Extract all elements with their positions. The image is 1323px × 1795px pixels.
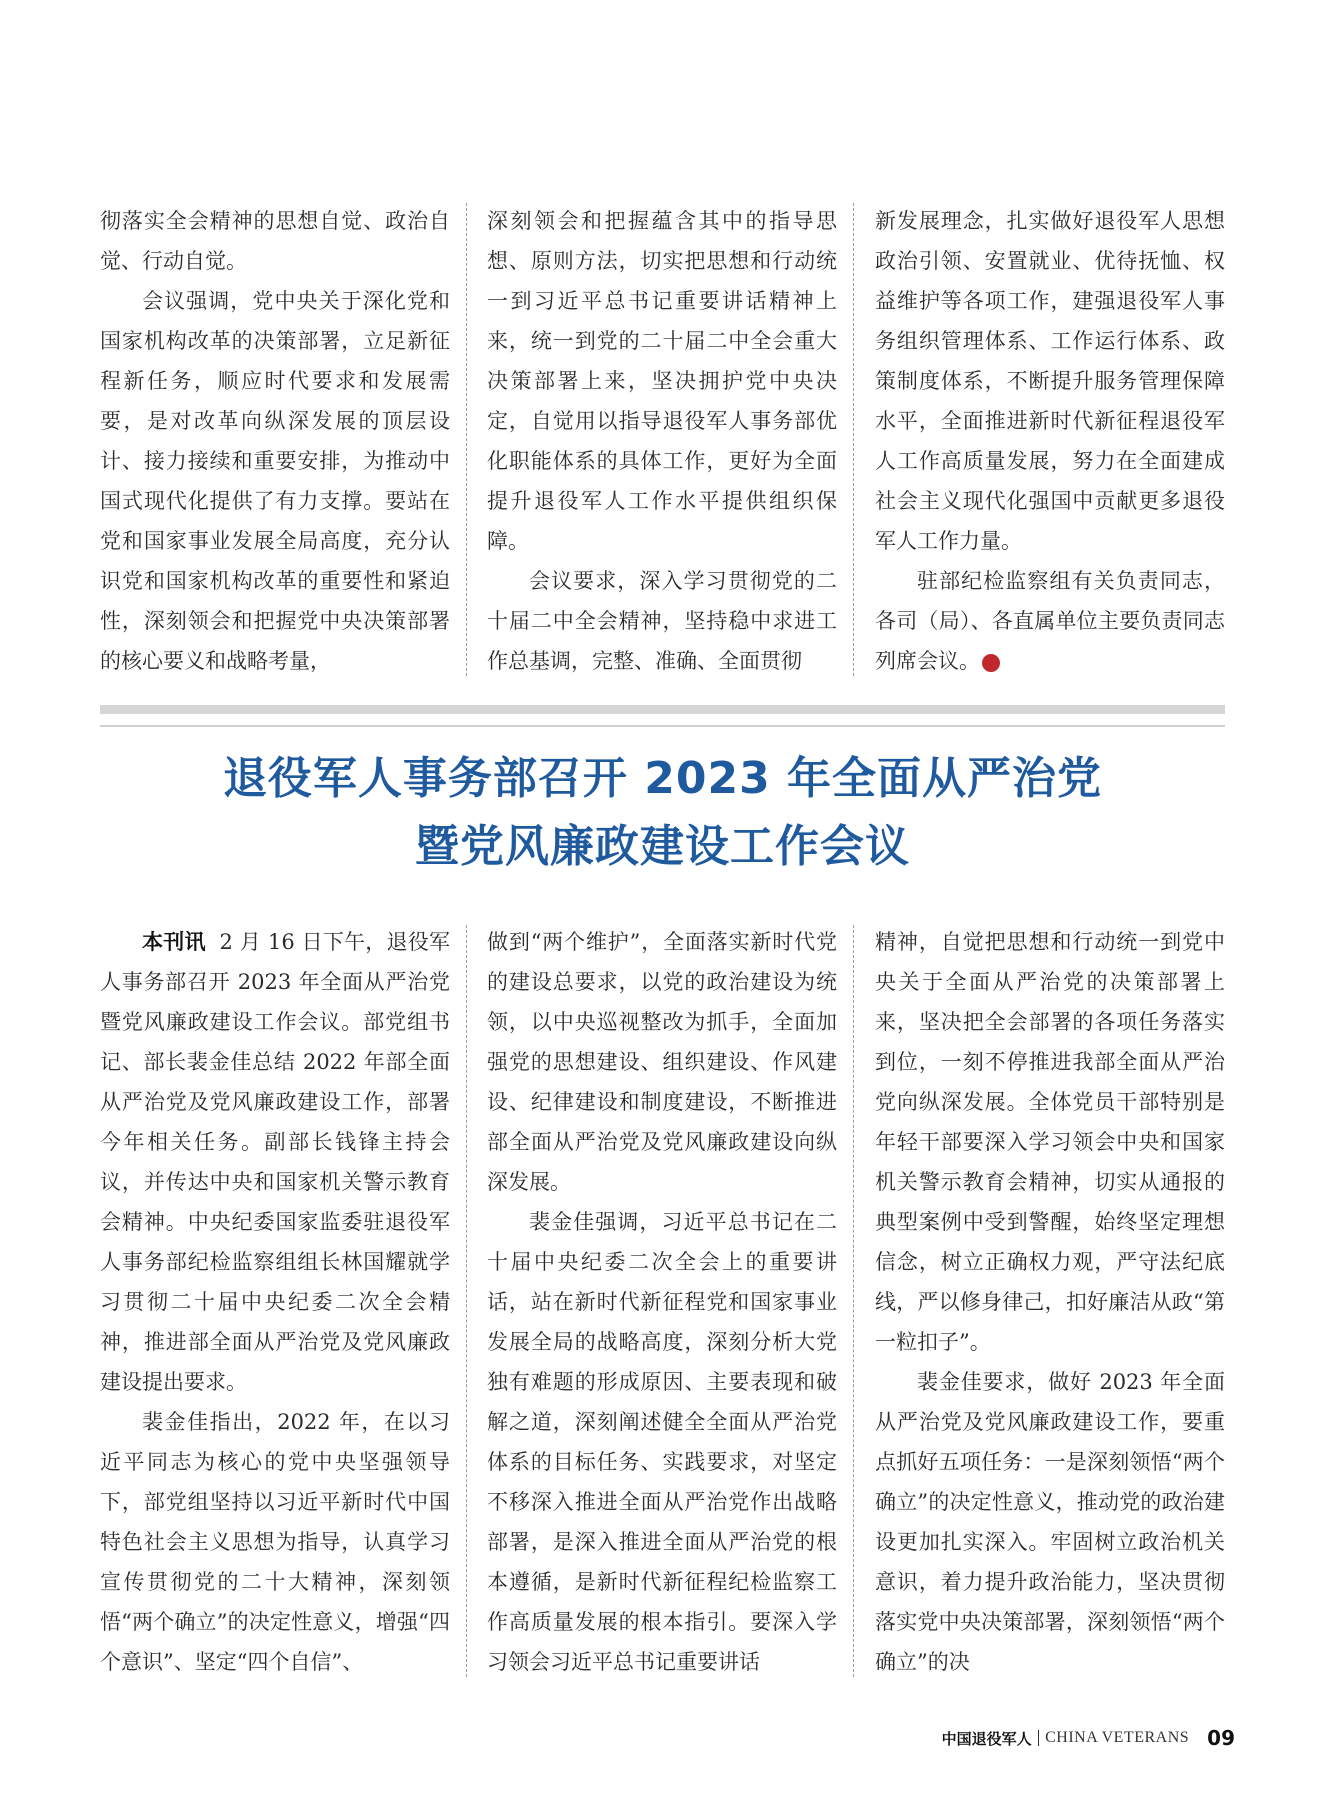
paragraph: 裴金佳强调，习近平总书记在二十届中央纪委二次全会上的重要讲话，站在新时代新征程党和国家事业发展全局的战略高度，深刻分析大党独有难题的形成原因、主要表现和破解之道，深刻阐述健全全面从严治党体系的目标任务、实践要求，对坚定不移深入推进全面从严治党作出战略部署，是深入推进全面从严治党的根本遵循，是新时代新征程纪检监察工作高质量发展的根本指引。要深入学习领会习近平总书记重要讲话	[487, 1210, 837, 1674]
column-divider	[853, 203, 854, 676]
section-rule-thin	[100, 725, 1225, 727]
lead-text: 2 月 16 日下午，退役军人事务部召开 2023 年全面从严治党暨党风廉政建设工作会议。部党组书记、部长裴金佳总结 2022 年部全面从严治党及党风廉政建设工作，部署今年相关任务。副部长钱锋主持会议，并传达中央和国家机关警示教育会精神。中央纪委国家监委驻退役军人事务部纪检监察组组长林国耀就学习贯彻二十届中央纪委二次全会精神，推进部全面从严治党及党风廉政建设提出要求。	[100, 930, 451, 1394]
paragraph-text: 驻部纪检监察组有关负责同志，各司（局）、各直属单位主要负责同志列席会议。	[875, 569, 1225, 673]
end-mark-icon: V	[982, 654, 1000, 672]
paragraph: 做到“两个维护”，全面落实新时代党的建设总要求，以党的政治建设为统领，以中央巡视整改为抓手，全面加强党的思想建设、组织建设、作风建设、纪律建设和制度建设，不断推进部全面从严治党及党风廉政建设向纵深发展。	[487, 930, 837, 1194]
magazine-name-en: CHINA VETERANS	[1045, 1729, 1190, 1746]
magazine-name-cn: 中国退役军人	[941, 1729, 1032, 1748]
paragraph: 彻落实全会精神的思想自觉、政治自觉、行动自觉。	[100, 209, 450, 273]
headline-line-2: 暨党风廉政建设工作会议	[415, 821, 910, 872]
article-column-1	[100, 922, 450, 1682]
column-divider	[466, 925, 467, 1677]
page-footer	[942, 1724, 1235, 1752]
paragraph: 会议要求，深入学习贯彻党的二十届二中全会精神，坚持稳中求进工作总基调，完整、准确、全面贯彻	[487, 569, 837, 673]
section-rule-thick	[100, 705, 1225, 714]
column-divider	[466, 203, 467, 676]
column-divider	[853, 925, 854, 1677]
headline-line-1: 退役军人事务部召开 2023 年全面从严治党	[222, 753, 1103, 804]
paragraph: 裴金佳要求，做好 2023 年全面从严治党及党风廉政建设工作，要重点抓好五项任务：一是深刻领悟“两个确立”的决定性意义，推动党的政治建设更加扎实深入。牢固树立政治机关意识，着力提升政治能力，坚决贯彻落实党中央决策部署，深刻领悟“两个确立”的决	[875, 1370, 1225, 1674]
top-column-2	[487, 201, 837, 681]
paragraph: 会议强调，党中央关于深化党和国家机构改革的决策部署，立足新征程新任务，顺应时代要求和发展需要，是对改革向纵深发展的顶层设计、接力接续和重要安排，为推动中国式现代化提供了有力支撑。要站在党和国家事业发展全局高度，充分认识党和国家机构改革的重要性和紧迫性，深刻领会和把握党中央决策部署的核心要义和战略考量，	[100, 289, 450, 673]
paragraph: 精神，自觉把思想和行动统一到党中央关于全面从严治党的决策部署上来，坚决把全会部署的各项任务落实到位，一刻不停推进我部全面从严治党向纵深发展。全体党员干部特别是年轻干部要深入学习领会中央和国家机关警示教育会精神，切实从通报的典型案例中受到警醒，始终坚定理想信念，树立正确权力观，严守法纪底线，严以修身律己，扣好廉洁从政“第一粒扣子”。	[875, 930, 1225, 1354]
paragraph: 裴金佳指出，2022 年，在以习近平同志为核心的党中央坚强领导下，部党组坚持以习近平新时代中国特色社会主义思想为指导，认真学习宣传贯彻党的二十大精神，深刻领悟“两个确立”的决定性意义，增强“四个意识”、坚定“四个自信”、	[100, 1410, 450, 1674]
paragraph	[875, 561, 1225, 681]
page-number: 09	[1207, 1726, 1235, 1750]
paragraph: 新发展理念，扎实做好退役军人思想政治引领、安置就业、优待抚恤、权益维护等各项工作，建强退役军人事务组织管理体系、工作运行体系、政策制度体系，不断提升服务管理保障水平，全面推进新时代新征程退役军人工作高质量发展，努力在全面建成社会主义现代化强国中贡献更多退役军人工作力量。	[875, 209, 1225, 553]
top-column-3	[875, 201, 1225, 681]
article-column-2	[487, 922, 837, 1682]
lead-paragraph	[100, 922, 450, 1402]
top-column-1	[100, 201, 450, 681]
lead-label: 本刊讯	[142, 930, 206, 954]
article-column-3	[875, 922, 1225, 1682]
article-headline	[100, 745, 1225, 881]
paragraph: 深刻领会和把握蕴含其中的指导思想、原则方法，切实把思想和行动统一到习近平总书记重要讲话精神上来，统一到党的二十届二中全会重大决策部署上来，坚决拥护党中央决定，自觉用以指导退役军人事务部优化职能体系的具体工作，更好为全面提升退役军人工作水平提供组织保障。	[487, 209, 837, 553]
footer-divider	[1038, 1730, 1040, 1746]
